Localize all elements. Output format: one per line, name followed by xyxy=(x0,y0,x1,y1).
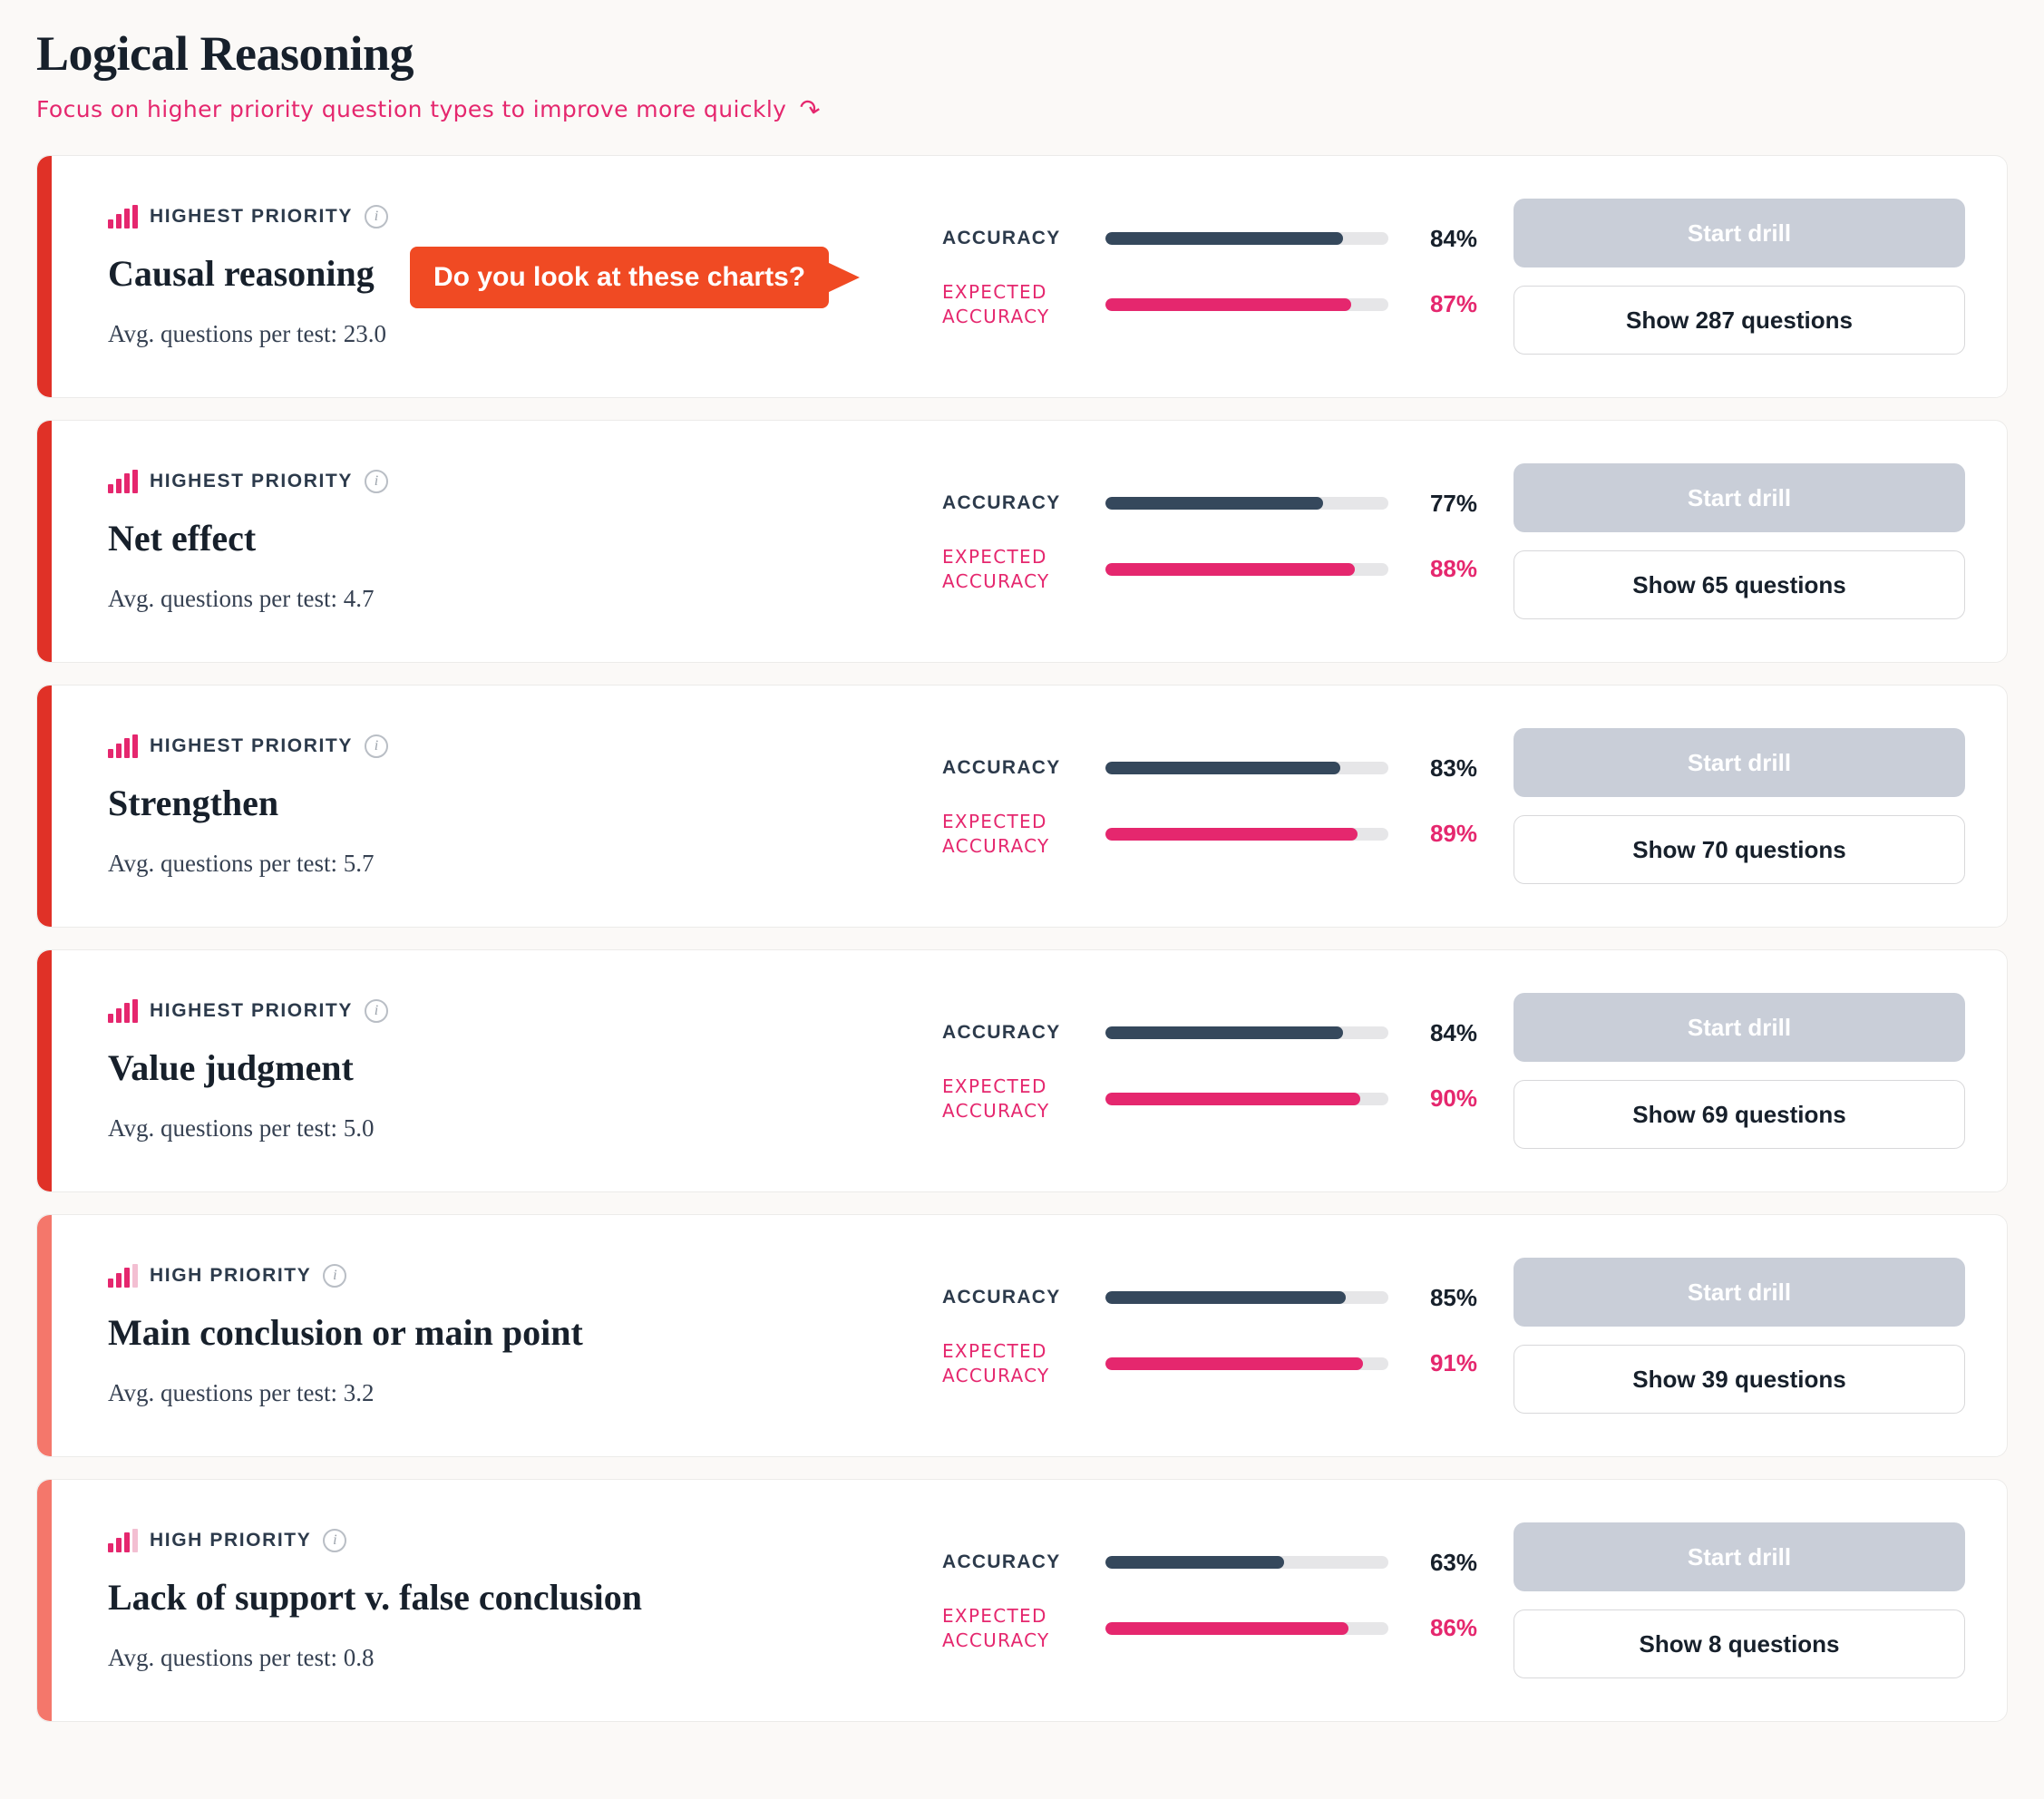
accuracy-value: 84% xyxy=(1429,224,1477,252)
expected-accuracy-label xyxy=(942,810,1087,859)
question-type-card xyxy=(36,949,2008,1192)
card-actions xyxy=(1486,199,1965,355)
show-questions-button[interactable]: Show 8 questions xyxy=(1514,1609,1965,1678)
expected-accuracy-bar-fill xyxy=(1105,828,1358,841)
expected-accuracy-bar-fill xyxy=(1105,298,1351,311)
accuracy-label: ACCURACY xyxy=(942,1286,1061,1308)
expected-accuracy-label-line2: ACCURACY xyxy=(942,305,1050,327)
card-actions xyxy=(1486,1258,1965,1414)
accuracy-bar-fill xyxy=(1105,762,1340,774)
card-info xyxy=(108,734,942,878)
expected-accuracy-value: 86% xyxy=(1429,1614,1477,1641)
start-drill-button[interactable]: Start drill xyxy=(1514,728,1965,797)
card-actions xyxy=(1486,728,1965,884)
expected-accuracy-bar-fill xyxy=(1105,1622,1348,1635)
card-meta: Avg. questions per test: 23.0 xyxy=(108,320,386,347)
card-title: Strengthen xyxy=(108,783,279,823)
bar-chart-icon xyxy=(108,734,138,758)
accuracy-label: ACCURACY xyxy=(942,491,1061,513)
expected-accuracy-label-line2: ACCURACY xyxy=(942,834,1050,857)
accuracy-bar-fill xyxy=(1105,1556,1284,1569)
info-icon[interactable]: i xyxy=(365,734,388,758)
priority-stripe xyxy=(37,156,52,397)
question-type-card xyxy=(36,420,2008,663)
accuracy-metric xyxy=(942,1284,1477,1312)
priority-label: HIGHEST PRIORITY xyxy=(150,735,353,756)
expected-accuracy-label-line1: EXPECTED xyxy=(942,810,1047,832)
priority-stripe xyxy=(37,1215,52,1456)
priority-stripe xyxy=(37,686,52,927)
show-questions-button[interactable]: Show 39 questions xyxy=(1514,1345,1965,1414)
question-type-list xyxy=(36,155,2008,1722)
accuracy-value: 83% xyxy=(1429,754,1477,782)
priority-stripe xyxy=(37,421,52,662)
accuracy-label: ACCURACY xyxy=(942,227,1061,248)
card-meta: Avg. questions per test: 0.8 xyxy=(108,1644,375,1671)
expected-accuracy-value: 89% xyxy=(1429,820,1477,847)
start-drill-button[interactable]: Start drill xyxy=(1514,463,1965,532)
card-metrics xyxy=(942,225,1486,329)
question-type-card xyxy=(36,685,2008,928)
show-questions-button[interactable]: Show 70 questions xyxy=(1514,815,1965,884)
priority-label: HIGHEST PRIORITY xyxy=(150,206,353,227)
question-type-card xyxy=(36,155,2008,398)
expected-accuracy-label-line2: ACCURACY xyxy=(942,1099,1050,1122)
expected-accuracy-bar-track xyxy=(1105,563,1388,576)
expected-accuracy-label xyxy=(942,1339,1087,1388)
accuracy-label: ACCURACY xyxy=(942,756,1061,778)
expected-accuracy-value: 91% xyxy=(1429,1349,1477,1376)
card-info xyxy=(108,999,942,1143)
expected-accuracy-value: 87% xyxy=(1429,290,1477,317)
accuracy-value: 63% xyxy=(1429,1548,1477,1576)
expected-accuracy-bar-track xyxy=(1105,1622,1388,1635)
priority-label: HIGHEST PRIORITY xyxy=(150,471,353,491)
expected-accuracy-bar-track xyxy=(1105,298,1388,311)
card-meta: Avg. questions per test: 4.7 xyxy=(108,585,375,612)
card-metrics xyxy=(942,1019,1486,1123)
bar-chart-icon xyxy=(108,1264,138,1288)
accuracy-metric xyxy=(942,490,1477,518)
callout-bubble: Do you look at these charts? xyxy=(410,247,829,308)
expected-accuracy-bar-track xyxy=(1105,1093,1388,1105)
accuracy-metric xyxy=(942,754,1477,783)
accuracy-metric xyxy=(942,225,1477,253)
expected-accuracy-label-line1: EXPECTED xyxy=(942,545,1047,568)
expected-accuracy-label xyxy=(942,280,1087,329)
card-actions xyxy=(1486,993,1965,1149)
expected-accuracy-label xyxy=(942,1604,1087,1653)
accuracy-bar-fill xyxy=(1105,1291,1346,1304)
expected-accuracy-label xyxy=(942,545,1087,594)
info-icon[interactable]: i xyxy=(323,1529,346,1552)
expected-accuracy-metric xyxy=(942,545,1477,594)
expected-accuracy-metric xyxy=(942,1075,1477,1123)
card-metrics xyxy=(942,1284,1486,1388)
info-icon[interactable]: i xyxy=(365,999,388,1023)
priority-stripe xyxy=(37,1480,52,1721)
card-title: Causal reasoning xyxy=(108,253,375,294)
info-icon[interactable]: i xyxy=(365,205,388,229)
card-meta: Avg. questions per test: 5.7 xyxy=(108,850,375,877)
accuracy-value: 84% xyxy=(1429,1018,1477,1046)
card-title: Lack of support v. false conclusion xyxy=(108,1577,642,1618)
priority-row xyxy=(108,205,942,229)
info-icon[interactable]: i xyxy=(365,470,388,493)
priority-row xyxy=(108,470,942,493)
accuracy-label: ACCURACY xyxy=(942,1021,1061,1043)
accuracy-metric xyxy=(942,1019,1477,1047)
page-title: Logical Reasoning xyxy=(36,26,414,81)
info-icon[interactable]: i xyxy=(323,1264,346,1288)
expected-accuracy-metric xyxy=(942,1604,1477,1653)
accuracy-bar-fill xyxy=(1105,232,1343,245)
priority-row xyxy=(108,1529,942,1552)
bar-chart-icon xyxy=(108,470,138,493)
card-info xyxy=(108,1264,942,1407)
card-title: Value judgment xyxy=(108,1047,354,1088)
accuracy-label: ACCURACY xyxy=(942,1551,1061,1572)
start-drill-button[interactable]: Start drill xyxy=(1514,993,1965,1062)
priority-label: HIGHEST PRIORITY xyxy=(150,1000,353,1021)
question-type-card xyxy=(36,1479,2008,1722)
card-metrics xyxy=(942,490,1486,594)
expected-accuracy-label-line1: EXPECTED xyxy=(942,280,1047,303)
card-info xyxy=(108,1529,942,1672)
accuracy-bar-track xyxy=(1105,497,1388,510)
expected-accuracy-metric xyxy=(942,280,1477,329)
expected-accuracy-bar-track xyxy=(1105,1357,1388,1370)
priority-row xyxy=(108,999,942,1023)
expected-accuracy-label-line2: ACCURACY xyxy=(942,569,1050,592)
page-subtitle-text: Focus on higher priority question types to improve more quickly xyxy=(36,96,787,122)
accuracy-metric xyxy=(942,1549,1477,1577)
expected-accuracy-bar-fill xyxy=(1105,1093,1360,1105)
accuracy-value: 85% xyxy=(1429,1283,1477,1311)
expected-accuracy-label-line1: EXPECTED xyxy=(942,1604,1047,1627)
bar-chart-icon xyxy=(108,205,138,229)
expected-accuracy-value: 88% xyxy=(1429,555,1477,582)
expected-accuracy-metric xyxy=(942,1339,1477,1388)
card-title: Net effect xyxy=(108,518,257,559)
accuracy-bar-fill xyxy=(1105,1026,1343,1039)
accuracy-bar-track xyxy=(1105,762,1388,774)
question-type-card xyxy=(36,1214,2008,1457)
accuracy-bar-track xyxy=(1105,1291,1388,1304)
show-questions-button[interactable]: Show 65 questions xyxy=(1514,550,1965,619)
page-subtitle xyxy=(36,92,2008,127)
expected-accuracy-bar-fill xyxy=(1105,563,1355,576)
show-questions-button[interactable]: Show 69 questions xyxy=(1514,1080,1965,1149)
card-info xyxy=(108,470,942,613)
bar-chart-icon xyxy=(108,1529,138,1552)
expected-accuracy-bar-fill xyxy=(1105,1357,1363,1370)
accuracy-bar-track xyxy=(1105,1026,1388,1039)
start-drill-button[interactable]: Start drill xyxy=(1514,199,1965,267)
show-questions-button[interactable]: Show 287 questions xyxy=(1514,286,1965,355)
expected-accuracy-label-line1: EXPECTED xyxy=(942,1339,1047,1362)
bar-chart-icon xyxy=(108,999,138,1023)
accuracy-bar-track xyxy=(1105,1556,1388,1569)
priority-row xyxy=(108,734,942,758)
expected-accuracy-label-line2: ACCURACY xyxy=(942,1364,1050,1386)
priority-stripe xyxy=(37,950,52,1191)
start-drill-button[interactable]: Start drill xyxy=(1514,1258,1965,1327)
expected-accuracy-bar-track xyxy=(1105,828,1388,841)
card-actions xyxy=(1486,463,1965,619)
accuracy-bar-fill xyxy=(1105,497,1323,510)
expected-accuracy-label-line2: ACCURACY xyxy=(942,1629,1050,1651)
card-title: Main conclusion or main point xyxy=(108,1312,583,1353)
card-meta: Avg. questions per test: 5.0 xyxy=(108,1114,375,1142)
expected-accuracy-value: 90% xyxy=(1429,1084,1477,1112)
priority-label: HIGH PRIORITY xyxy=(150,1265,312,1286)
card-meta: Avg. questions per test: 3.2 xyxy=(108,1379,375,1406)
card-metrics xyxy=(942,1549,1486,1653)
expected-accuracy-metric xyxy=(942,810,1477,859)
curved-arrow-icon: ↷ xyxy=(796,92,824,127)
accuracy-bar-track xyxy=(1105,232,1388,245)
expected-accuracy-label xyxy=(942,1075,1087,1123)
expected-accuracy-label-line1: EXPECTED xyxy=(942,1075,1047,1097)
start-drill-button[interactable]: Start drill xyxy=(1514,1522,1965,1591)
card-actions xyxy=(1486,1522,1965,1678)
accuracy-value: 77% xyxy=(1429,489,1477,517)
card-metrics xyxy=(942,754,1486,859)
priority-label: HIGH PRIORITY xyxy=(150,1530,312,1551)
priority-row xyxy=(108,1264,942,1288)
